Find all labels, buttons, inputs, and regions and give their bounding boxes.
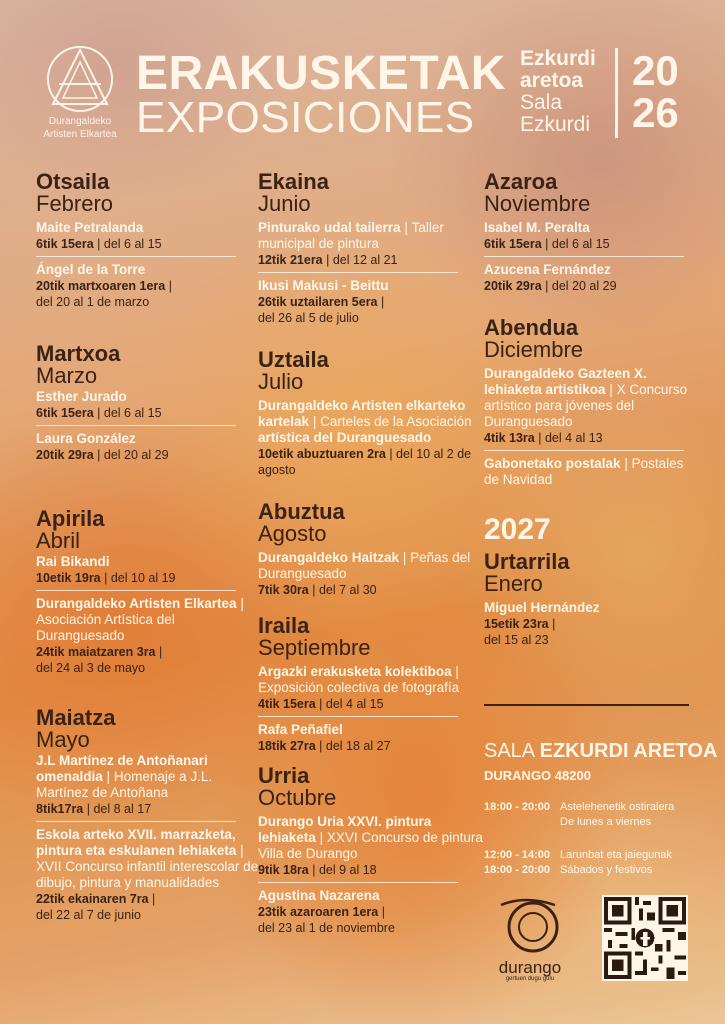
event-date: 4tik 15era | del 4 al 15	[258, 697, 384, 711]
divider	[484, 256, 684, 257]
event-date: 22tik ekainaren 7ra | del 22 al 7 de junio	[36, 892, 156, 922]
event-date: 6tik 15era | del 6 al 15	[36, 406, 162, 420]
month-november	[484, 170, 694, 294]
event	[484, 366, 694, 446]
venue-es-2: Ezkurdi	[520, 113, 591, 136]
event	[36, 753, 261, 817]
event	[36, 554, 261, 586]
opening-hours	[484, 800, 694, 878]
event-title: Esther Jurado	[36, 389, 127, 404]
venue-eu-2: aretoa	[520, 69, 584, 92]
month-name-eu: Urria	[258, 763, 310, 788]
event-title: J.L Martínez de Antoñanari omenaldia | Homenaje a J.L. Martínez de Antoñana	[36, 753, 213, 800]
logo-line-2: Artisten Elkartea	[43, 129, 117, 140]
month-name-es: Julio	[258, 369, 304, 394]
event	[258, 550, 483, 598]
qr-code-icon	[604, 897, 686, 979]
divider	[36, 256, 236, 257]
event	[258, 722, 483, 754]
event-date: 20tik 29ra | del 20 al 29	[36, 448, 169, 462]
month-name-es: Septiembre	[258, 635, 371, 660]
month-july	[258, 348, 483, 478]
event-date: 23tik azaroaren 1era | del 23 al 1 de noviembre	[258, 905, 395, 935]
event-date: 26tik uztailaren 5era | del 26 al 5 de julio	[258, 295, 385, 325]
event	[36, 262, 261, 310]
divider	[36, 590, 236, 591]
event-date: 10etik abuztuaren 2ra | del 10 al 2 de agosto	[258, 447, 472, 477]
column-2	[258, 170, 483, 942]
event-title: Laura González	[36, 431, 136, 446]
month-name-es: Agosto	[258, 521, 327, 546]
event	[36, 827, 261, 923]
event-date: 20tik martxoaren 1era | del 20 al 1 de marzo	[36, 279, 172, 309]
month-name-eu: Martxoa	[36, 341, 121, 366]
event	[484, 600, 694, 648]
month-june	[258, 170, 483, 326]
month-august	[258, 500, 483, 598]
event-date: 9tik 18ra | del 9 al 18	[258, 863, 377, 877]
event	[36, 431, 261, 463]
hours-row: 12:00 - 14:00 Larunbat eta jaiegunak	[484, 849, 672, 861]
divider	[258, 882, 458, 883]
month-name-es: Diciembre	[484, 337, 584, 362]
year-2027: 2027	[484, 513, 551, 546]
event-title: Rafa Peñafiel	[258, 722, 343, 737]
divider	[258, 716, 458, 717]
year-block	[632, 47, 679, 136]
month-name-es: Marzo	[36, 363, 98, 388]
event	[258, 814, 483, 878]
event-title: Maite Petralanda	[36, 220, 144, 235]
event-title: Durango Uria XXVI. pintura lehiaketa | XXVI Concurso de pintura Villa de Durango	[258, 814, 483, 861]
month-october	[258, 764, 483, 936]
durango-logo-icon	[495, 895, 565, 955]
month-name-eu: Maiatza	[36, 705, 116, 730]
month-name-es: Enero	[484, 571, 543, 596]
event	[484, 262, 694, 294]
event-title: Ikusi Makusi - Beittu	[258, 278, 389, 293]
venue-header	[520, 48, 596, 136]
triangle-logo-icon	[45, 44, 115, 114]
hours-row: 18:00 - 20:00 Sábados y festivos	[484, 864, 653, 876]
month-name-eu: Abendua	[484, 315, 579, 340]
month-name-eu: Uztaila	[258, 347, 329, 372]
event-title: Azucena Fernández	[484, 262, 611, 277]
event-date: 20tik 29ra | del 20 al 29	[484, 279, 617, 293]
event-date: 15etik 23ra | del 15 al 23	[484, 617, 556, 647]
logo-line-1: Durangaldeko	[48, 116, 112, 127]
month-april	[36, 507, 261, 676]
month-name-es: Octubre	[258, 785, 337, 810]
event	[36, 389, 261, 421]
event	[258, 888, 483, 936]
month-name-eu: Azaroa	[484, 169, 558, 194]
event-title: Pinturako udal tailerra | Taller municipal de pintura	[258, 220, 444, 251]
event-date: 24tik maiatzaren 3ra | del 24 al 3 de mayo	[36, 645, 163, 675]
month-name-eu: Otsaila	[36, 169, 110, 194]
event	[484, 220, 694, 252]
month-name-eu: Iraila	[258, 613, 310, 638]
month-february	[36, 170, 261, 310]
month-january	[484, 550, 694, 648]
month-may	[36, 706, 261, 923]
event	[36, 220, 261, 252]
association-logo	[34, 44, 126, 140]
hours-row: De lunes a viernes	[560, 816, 652, 828]
event-title: Isabel M. Peralta	[484, 220, 590, 235]
event-title: Miguel Hernández	[484, 600, 600, 615]
event-date: 12tik 21era | del 12 al 21	[258, 253, 398, 267]
month-name-es: Mayo	[36, 727, 90, 752]
event-title: Durangaldeko Artisten Elkartea | Asociación Artística del Duranguesado	[36, 596, 244, 643]
event-date: 8tik17ra | del 8 al 17	[36, 802, 152, 816]
venue-city: DURANGO 48200	[484, 768, 591, 783]
title-basque: ERAKUSKETAK	[136, 47, 506, 100]
venue-divider	[484, 704, 689, 706]
venue-es-1: Sala	[520, 91, 563, 114]
month-name-eu: Apirila	[36, 506, 105, 531]
durango-brand-sub: gertuen dugu gulu	[505, 976, 555, 982]
divider	[36, 425, 236, 426]
qr-code[interactable]	[602, 895, 688, 981]
event-title: Durangaldeko Gazteen X. lehiaketa artistikoa | X Concurso artístico para jóvenes del Duranguesado	[484, 366, 688, 429]
month-march	[36, 342, 261, 463]
venue-eu-1: Ezkurdi	[520, 47, 596, 70]
event-title: Argazki erakusketa kolektiboa | Exposición colectiva de fotografía	[258, 664, 460, 695]
event	[484, 456, 694, 488]
event	[258, 664, 483, 712]
divider	[484, 450, 684, 451]
month-name-es: Febrero	[36, 191, 114, 216]
column-1	[36, 170, 261, 929]
divider	[36, 821, 236, 822]
event-title: Eskola arteko XVII. marrazketa, pintura eta eskulanen lehiaketa | XVII Concurso infantil interescolar de dibujo, pintura y manualidades	[36, 827, 259, 890]
event-date: 6tik 15era | del 6 al 15	[36, 237, 162, 251]
month-name-eu: Abuztua	[258, 499, 345, 524]
month-name-es: Noviembre	[484, 191, 591, 216]
event-title: Rai Bikandi	[36, 554, 110, 569]
durango-brand	[490, 895, 570, 982]
year-part-1: 20	[632, 47, 679, 94]
month-name-eu: Ekaina	[258, 169, 329, 194]
venue-name: SALA EZKURDI ARETOA	[484, 740, 718, 762]
month-name-es: Junio	[258, 191, 311, 216]
divider	[258, 272, 458, 273]
month-name-eu: Urtarrila	[484, 549, 570, 574]
durango-brand-name: durango	[498, 958, 562, 977]
title-spanish: EXPOSICIONES	[136, 93, 475, 142]
month-december	[484, 316, 694, 488]
event-date: 10etik 19ra | del 10 al 19	[36, 571, 176, 585]
event-date: 18tik 27ra | del 18 al 27	[258, 739, 391, 753]
hours-row: 18:00 - 20:00 Astelehenetik ostiralera	[484, 801, 675, 813]
month-name-es: Abril	[36, 528, 81, 553]
event-title: Ángel de la Torre	[36, 262, 146, 277]
event	[258, 278, 483, 326]
event-title: Durangaldeko Haitzak | Peñas del Duranguesado	[258, 550, 471, 581]
event	[36, 596, 261, 676]
event-date: 4tik 13ra | del 4 al 13	[484, 431, 603, 445]
month-september	[258, 614, 483, 754]
header-divider	[615, 48, 618, 138]
event	[258, 220, 483, 268]
event	[258, 398, 483, 478]
event-date: 7tik 30ra | del 7 al 30	[258, 583, 377, 597]
event-date: 6tik 15era | del 6 al 15	[484, 237, 610, 251]
event-title: Agustina Nazarena	[258, 888, 380, 903]
event-title: Gabonetako postalak | Postales de Navidad	[484, 456, 684, 487]
column-3	[484, 170, 694, 654]
year-part-2: 26	[632, 89, 679, 136]
event-title: Durangaldeko Artisten elkarteko kartelak | Carteles de la Asociación artística del Duranguesado	[258, 398, 472, 445]
